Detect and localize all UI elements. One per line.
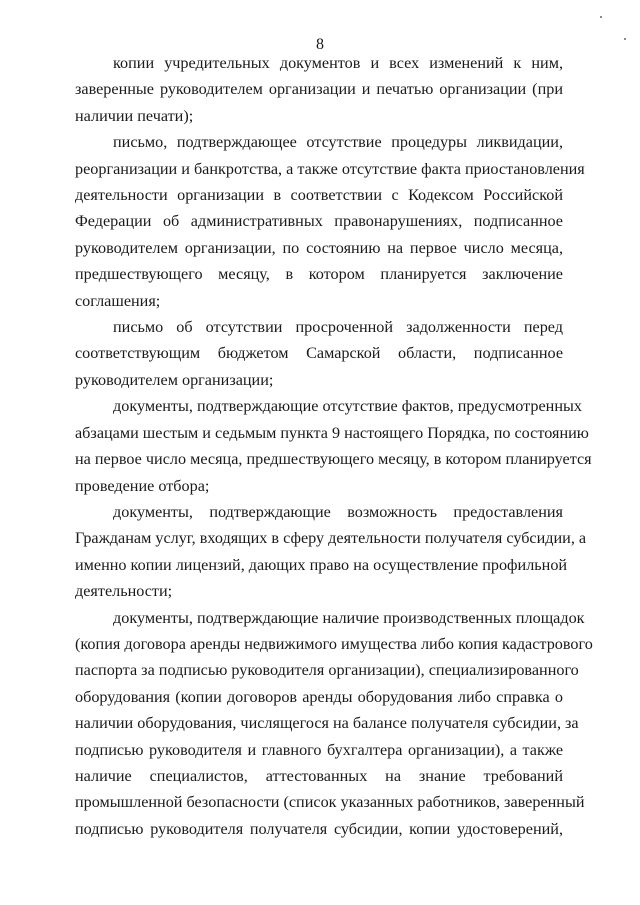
text-line: абзацами шестым и седьмым пункта 9 настоящего Порядка, по состоянию: [75, 423, 589, 442]
scan-speck: [624, 38, 626, 40]
text-line: на первое число месяца, предшествующего месяцу, в котором планируется: [75, 450, 592, 469]
text-line: деятельности организации в соответствии с Кодексом Российской: [75, 186, 563, 205]
text-line: наличии печати);: [75, 106, 194, 125]
text-line: наличии оборудования, числящегося на балансе получателя субсидии, за: [75, 714, 579, 733]
text-line: промышленной безопасности (список указанных работников, заверенный: [75, 793, 585, 812]
text-line: (копия договора аренды недвижимого имущества либо копия кадастрового: [75, 634, 593, 653]
text-line: оборудования (копии договоров аренды оборудования либо справка о: [75, 687, 563, 706]
text-line: наличие специалистов, аттестованных на знание требований: [75, 766, 563, 785]
text-line: реорганизации и банкротства, а также отсутствие факта приостановления: [75, 159, 585, 178]
document-body: [75, 50, 593, 842]
text-line: соглашения;: [75, 291, 161, 310]
text-line: паспорта за подписью руководителя организации), специализированного: [75, 661, 579, 680]
text-line: подписью руководителя и главного бухгалтера организации), а также: [75, 740, 563, 759]
text-line: письмо, подтверждающее отсутствие процедуры ликвидации,: [113, 133, 563, 152]
text-line: документы, подтверждающие наличие производственных площадок: [113, 608, 585, 627]
text-line: проведение отбора;: [75, 476, 210, 495]
paragraph-founding-documents: [75, 50, 563, 129]
text-line: соответствующим бюджетом Самарской области, подписанное: [75, 344, 563, 363]
text-line: подписью руководителя получателя субсидии, копии удостоверений,: [75, 819, 563, 838]
text-line: Гражданам услуг, входящих в сферу деятельности получателя субсидии, а: [75, 529, 587, 548]
paragraph-debt-letter: [75, 314, 563, 393]
paragraph-liquidation-letter: [75, 129, 585, 314]
text-line: именно копии лицензий, дающих право на осуществление профильной: [75, 555, 568, 574]
text-line: руководителем организации, по состоянию на первое число месяца,: [75, 238, 563, 257]
text-line: Федерации об административных правонарушениях, подписанное: [75, 212, 563, 231]
text-line: письмо об отсутствии просроченной задолженности перед: [113, 318, 563, 337]
text-line: предшествующего месяцу, в котором планируется заключение: [75, 265, 563, 284]
paragraph-facts-documents: [75, 393, 592, 499]
text-line: деятельности;: [75, 582, 173, 601]
scan-speck: [600, 16, 602, 18]
paragraph-production-facilities: [75, 605, 593, 843]
text-line: документы, подтверждающие отсутствие фактов, предусмотренных: [113, 397, 582, 416]
paragraph-licenses: [75, 499, 587, 605]
page-number: 8: [316, 36, 324, 53]
text-line: заверенные руководителем организации и печатью организации (при: [75, 80, 563, 99]
text-line: документы, подтверждающие возможность предоставления: [113, 502, 563, 521]
text-line: руководителем организации;: [75, 370, 274, 389]
text-line: копии учредительных документов и всех изменений к ним,: [113, 54, 563, 72]
